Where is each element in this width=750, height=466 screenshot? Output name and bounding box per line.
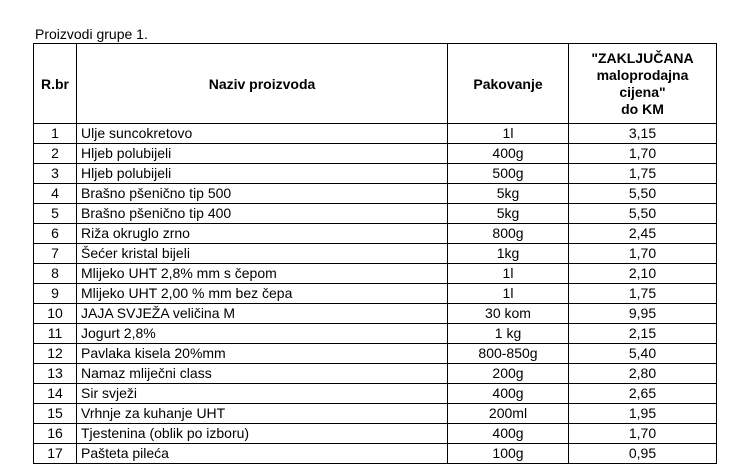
row-number-cell: 5	[34, 204, 77, 224]
product-name-cell: Hljeb polubijeli	[77, 144, 448, 164]
table-row	[34, 124, 717, 144]
row-number-cell: 16	[34, 424, 77, 444]
row-number-cell: 13	[34, 364, 77, 384]
table-row	[34, 184, 717, 204]
packaging-cell: 200g	[448, 364, 569, 384]
product-name-cell: Sir svježi	[77, 384, 448, 404]
packaging-cell: 5kg	[448, 204, 569, 224]
table-row	[34, 144, 717, 164]
packaging-cell: 1l	[448, 124, 569, 144]
row-number-cell: 6	[34, 224, 77, 244]
header-price-line: cijena"	[619, 84, 666, 100]
table-row	[34, 344, 717, 364]
table-row	[34, 384, 717, 404]
row-number-cell: 11	[34, 324, 77, 344]
row-number-cell: 9	[34, 284, 77, 304]
packaging-cell: 100g	[448, 444, 569, 464]
table-body	[34, 124, 717, 464]
packaging-cell: 5kg	[448, 184, 569, 204]
price-cell: 2,80	[569, 364, 717, 384]
product-name-cell: Mlijeko UHT 2,8% mm s čepom	[77, 264, 448, 284]
packaging-cell: 400g	[448, 424, 569, 444]
table-row	[34, 244, 717, 264]
product-name-cell: Vrhnje za kuhanje UHT	[77, 404, 448, 424]
table-row	[34, 424, 717, 444]
product-name-cell: Brašno pšenično tip 400	[77, 204, 448, 224]
row-number-cell: 2	[34, 144, 77, 164]
packaging-cell: 200ml	[448, 404, 569, 424]
table-row	[34, 284, 717, 304]
price-cell: 1,70	[569, 144, 717, 164]
row-number-cell: 1	[34, 124, 77, 144]
table-row	[34, 304, 717, 324]
table-row	[34, 224, 717, 244]
product-name-cell: Pavlaka kisela 20%mm	[77, 344, 448, 364]
table-caption: Proizvodi grupe 1.	[35, 26, 148, 42]
packaging-cell: 1kg	[448, 244, 569, 264]
price-cell: 3,15	[569, 124, 717, 144]
table-row	[34, 444, 717, 464]
row-number-cell: 3	[34, 164, 77, 184]
header-price-line: "ZAKLJUČANA	[591, 50, 694, 66]
row-number-cell: 12	[34, 344, 77, 364]
header-packaging: Pakovanje	[448, 44, 569, 124]
product-name-cell: Jogurt 2,8%	[77, 324, 448, 344]
table-row	[34, 364, 717, 384]
row-number-cell: 10	[34, 304, 77, 324]
table-row	[34, 404, 717, 424]
price-cell: 9,95	[569, 304, 717, 324]
table-row	[34, 164, 717, 184]
price-cell: 5,40	[569, 344, 717, 364]
row-number-cell: 7	[34, 244, 77, 264]
price-cell: 2,10	[569, 264, 717, 284]
table-row	[34, 204, 717, 224]
product-name-cell: Šećer kristal bijeli	[77, 244, 448, 264]
header-price-line: do KM	[621, 101, 664, 117]
table-row	[34, 324, 717, 344]
price-cell: 1,95	[569, 404, 717, 424]
row-number-cell: 4	[34, 184, 77, 204]
packaging-cell: 30 kom	[448, 304, 569, 324]
product-name-cell: Hljeb polubijeli	[77, 164, 448, 184]
packaging-cell: 800-850g	[448, 344, 569, 364]
packaging-cell: 1 kg	[448, 324, 569, 344]
price-cell: 0,95	[569, 444, 717, 464]
product-name-cell: Tjestenina (oblik po izboru)	[77, 424, 448, 444]
row-number-cell: 14	[34, 384, 77, 404]
price-cell: 5,50	[569, 204, 717, 224]
product-name-cell: Pašteta pileća	[77, 444, 448, 464]
packaging-cell: 400g	[448, 144, 569, 164]
packaging-cell: 500g	[448, 164, 569, 184]
packaging-cell: 1l	[448, 264, 569, 284]
packaging-cell: 1l	[448, 284, 569, 304]
header-price-line: maloprodajna	[596, 67, 689, 83]
row-number-cell: 8	[34, 264, 77, 284]
table-header	[34, 44, 717, 124]
price-cell: 2,45	[569, 224, 717, 244]
table-row	[34, 264, 717, 284]
header-product-name: Naziv proizvoda	[77, 44, 448, 124]
row-number-cell: 15	[34, 404, 77, 424]
product-name-cell: Ulje suncokretovo	[77, 124, 448, 144]
price-cell: 1,70	[569, 424, 717, 444]
price-cell: 2,65	[569, 384, 717, 404]
product-name-cell: Riža okruglo zrno	[77, 224, 448, 244]
product-name-cell: Namaz mliječni class	[77, 364, 448, 384]
product-name-cell: Brašno pšenično tip 500	[77, 184, 448, 204]
header-rbr: R.br	[34, 44, 77, 124]
price-cell: 2,15	[569, 324, 717, 344]
price-cell: 1,75	[569, 164, 717, 184]
packaging-cell: 400g	[448, 384, 569, 404]
row-number-cell: 17	[34, 444, 77, 464]
price-table	[33, 43, 717, 464]
product-name-cell: JAJA SVJEŽA veličina M	[77, 304, 448, 324]
price-table-container	[33, 43, 717, 466]
header-locked-price	[569, 44, 717, 124]
header-row	[34, 44, 717, 124]
product-name-cell: Mlijeko UHT 2,00 % mm bez čepa	[77, 284, 448, 304]
price-cell: 5,50	[569, 184, 717, 204]
price-cell: 1,75	[569, 284, 717, 304]
price-cell: 1,70	[569, 244, 717, 264]
packaging-cell: 800g	[448, 224, 569, 244]
